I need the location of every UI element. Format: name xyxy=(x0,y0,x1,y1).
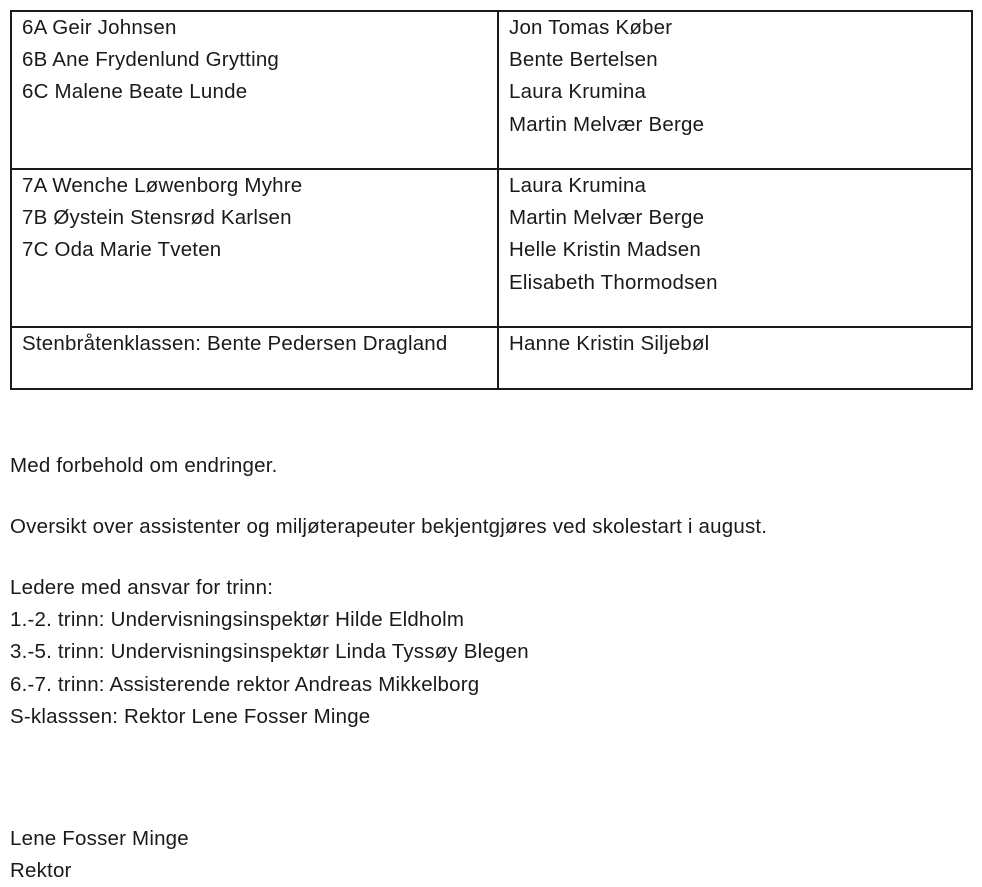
class-teachers-cell xyxy=(11,327,498,389)
leader-line: 1.-2. trinn: Undervisningsinspektør Hilde Eldholm xyxy=(10,608,465,632)
reservation-note xyxy=(10,450,278,482)
leader-line: 6.-7. trinn: Assisterende rektor Andreas Mikkelborg xyxy=(10,672,480,696)
subject-teachers-cell xyxy=(498,169,972,327)
class-teachers-cell xyxy=(11,11,498,169)
leader-line: S-klasssen: Rektor Lene Fosser Minge xyxy=(10,704,371,728)
reservation-text: Med forbehold om endringer. xyxy=(10,454,278,477)
overview-note xyxy=(10,511,767,543)
subject-teachers-cell xyxy=(498,11,972,169)
subject-teacher: Laura Krumina xyxy=(509,80,647,104)
subject-teacher: Martin Melvær Berge xyxy=(509,112,705,136)
class-teacher: 6B Ane Frydenlund Grytting xyxy=(22,48,280,72)
staff-table xyxy=(10,10,973,390)
class-teacher: 7B Øystein Stensrød Karlsen xyxy=(22,206,292,230)
table-row xyxy=(11,169,972,327)
subject-teacher: Martin Melvær Berge xyxy=(509,206,705,230)
class-teacher: 7A Wenche Løwenborg Myhre xyxy=(22,174,303,197)
leaders-heading: Ledere med ansvar for trinn: xyxy=(10,576,274,599)
class-teachers-cell xyxy=(11,169,498,327)
overview-text: Oversikt over assistenter og miljøterapeuter bekjentgjøres ved skolestart i august. xyxy=(10,515,768,538)
leaders-section xyxy=(10,572,529,733)
subject-teachers-cell xyxy=(498,327,972,389)
subject-teacher: Laura Krumina xyxy=(509,174,647,197)
leader-line: 3.-5. trinn: Undervisningsinspektør Linda Tyssøy Blegen xyxy=(10,640,529,664)
table-row xyxy=(11,327,972,389)
class-teacher: 6C Malene Beate Lunde xyxy=(22,80,248,104)
subject-teacher: Hanne Kristin Siljebøl xyxy=(509,332,710,355)
signature-title: Rektor xyxy=(10,859,72,883)
class-teacher: 7C Oda Marie Tveten xyxy=(22,238,222,262)
class-teacher: 6A Geir Johnsen xyxy=(22,16,177,39)
subject-teacher: Bente Bertelsen xyxy=(509,48,658,72)
subject-teacher: Helle Kristin Madsen xyxy=(509,238,701,262)
signature xyxy=(10,823,189,887)
signature-name: Lene Fosser Minge xyxy=(10,827,189,850)
subject-teacher: Elisabeth Thormodsen xyxy=(509,270,718,294)
table-row xyxy=(11,11,972,169)
subject-teacher: Jon Tomas Køber xyxy=(509,16,673,39)
class-teacher: Stenbråtenklassen: Bente Pedersen Dragland xyxy=(22,332,448,355)
